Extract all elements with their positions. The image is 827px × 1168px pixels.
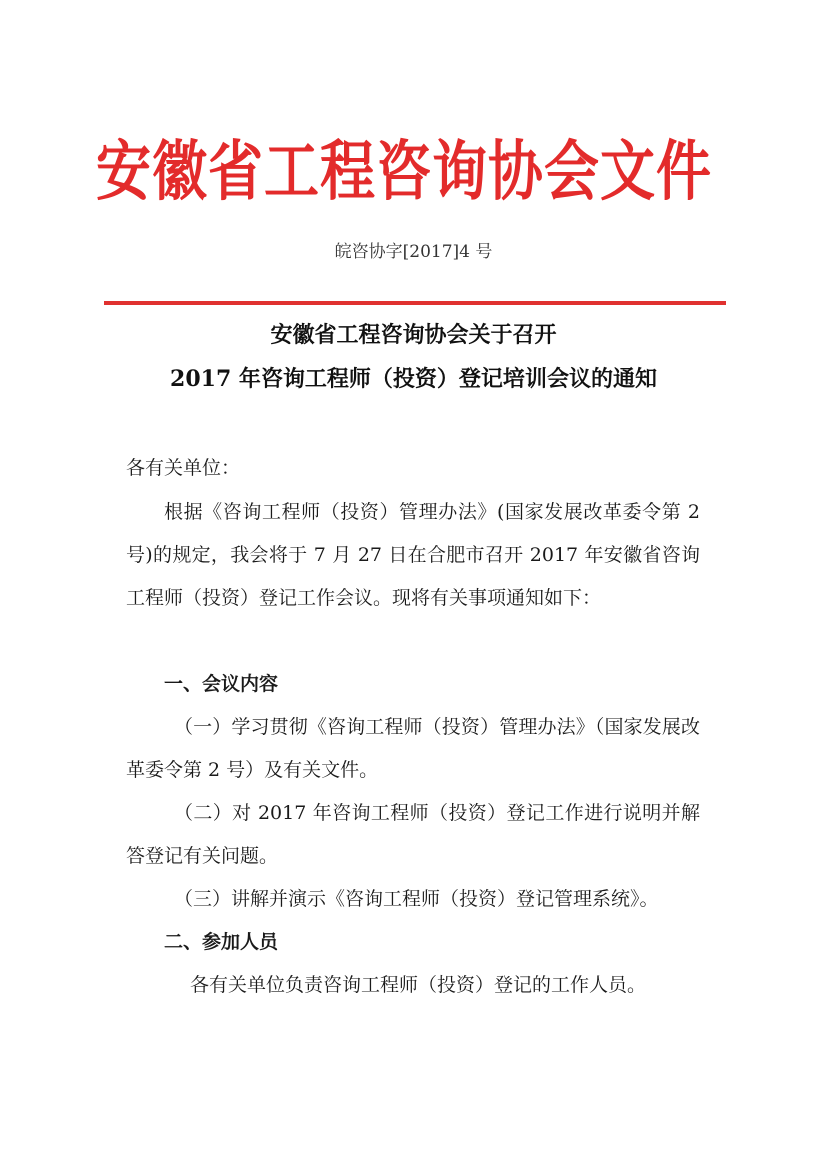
meeting-item-2: （二）对 2017 年咨询工程师（投资）登记工作进行说明并解答登记有关问题。 [126, 802, 700, 867]
section-heading-attendees: 二、参加人员 [164, 931, 279, 953]
red-divider-line [104, 301, 726, 305]
section-heading-meeting-content: 一、会议内容 [164, 673, 279, 695]
notice-title-line-2: 2017 年咨询工程师（投资）登记培训会议的通知 [170, 366, 657, 392]
salutation: 各有关单位： [126, 457, 241, 479]
intro-paragraph: 根据《咨询工程师（投资）管理办法》(国家发展改革委令第 2 号)的规定，我会将于 7 月 27 日在合肥市召开 2017 年安徽省咨询工程师（投资）登记工作会议。现将有关事项通知如下： [126, 501, 700, 609]
notice-title-line-1: 安徽省工程咨询协会关于召开 [270, 322, 557, 348]
meeting-item-1: （一）学习贯彻《咨询工程师（投资）管理办法》（国家发展改革委令第 2 号）及有关文件。 [126, 716, 700, 781]
document-number: 皖咨协字[2017]4 号 [334, 242, 493, 262]
attendees-paragraph: 各有关单位负责咨询工程师（投资）登记的工作人员。 [190, 974, 647, 996]
masthead-title: 安徽省工程咨询协会文件 [96, 132, 713, 209]
meeting-item-3: （三）讲解并演示《咨询工程师（投资）登记管理系统》。 [174, 888, 659, 910]
